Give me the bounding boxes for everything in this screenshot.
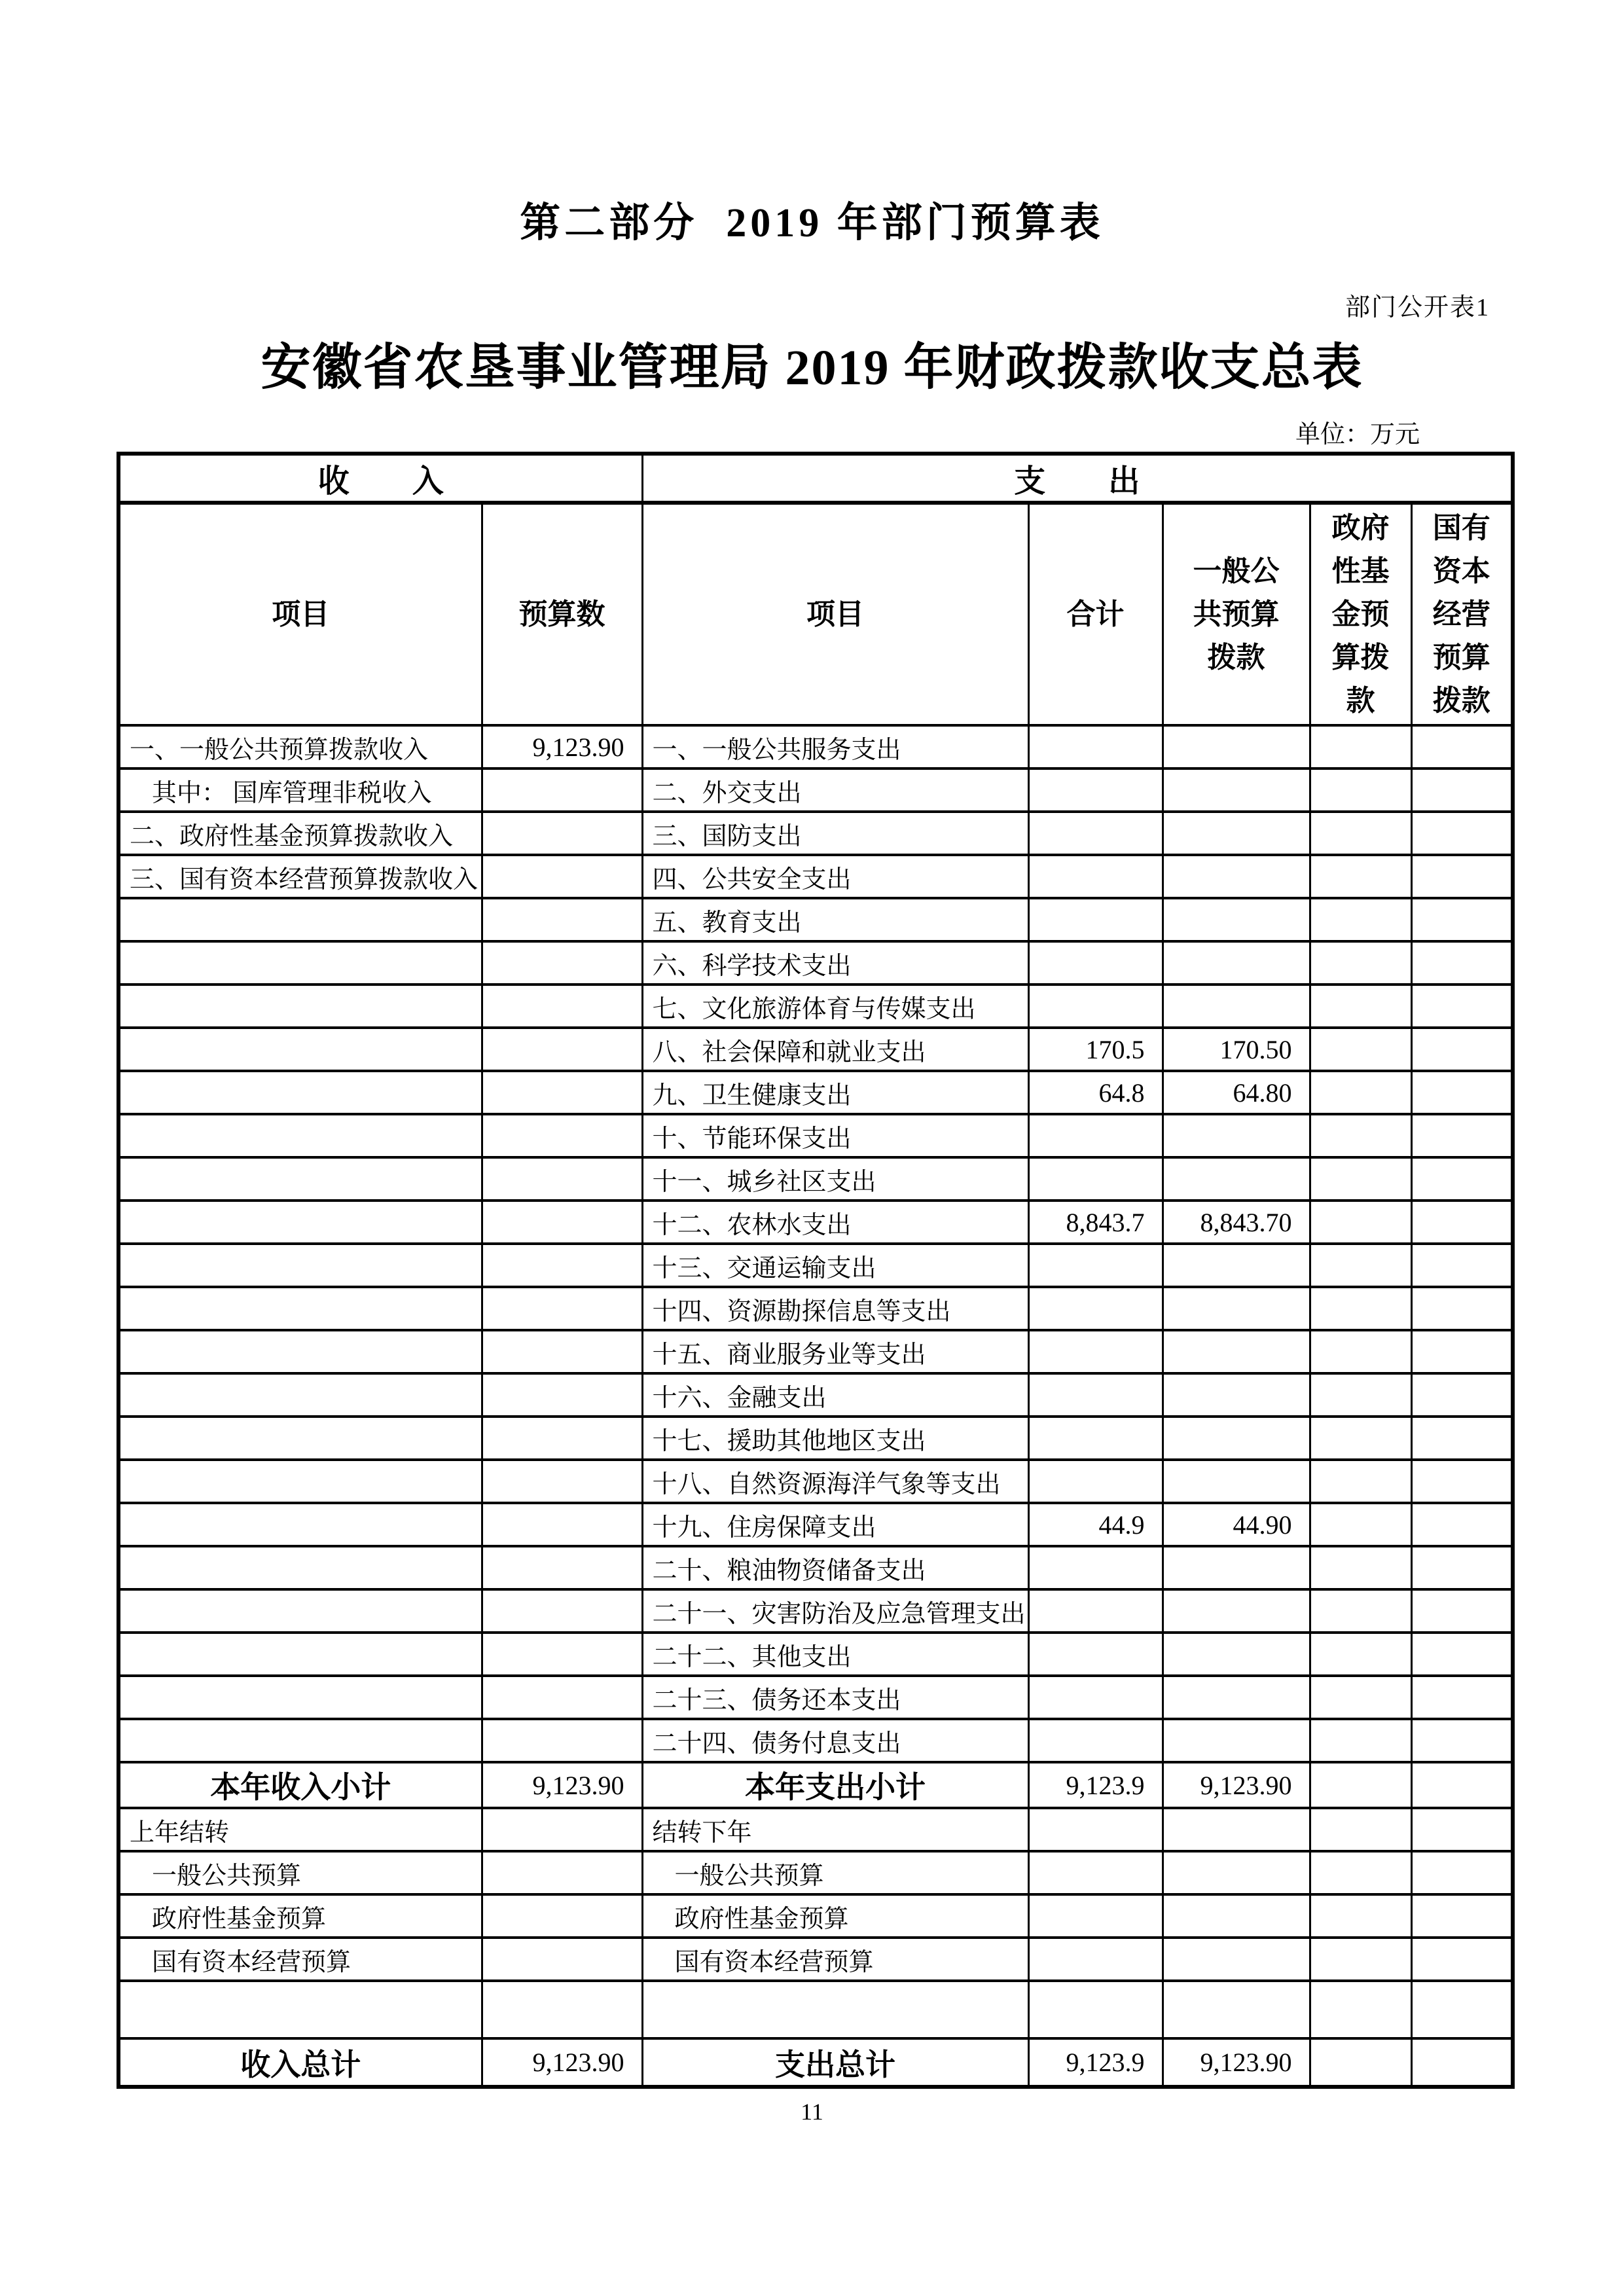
income-item-cell [118, 1503, 482, 1546]
income-item-cell [118, 1157, 482, 1201]
expense-general-cell [1163, 1938, 1310, 1981]
expense-general-cell [1163, 1287, 1310, 1330]
expense-govfund-cell [1310, 1287, 1411, 1330]
expense-statecapital-cell [1411, 1028, 1513, 1071]
expense-item-cell: 八、社会保障和就业支出 [642, 1028, 1028, 1071]
income-item-cell: 其中： 国库管理非税收入 [118, 768, 482, 812]
income-budget-cell [482, 1546, 642, 1589]
expense-govfund-cell [1310, 768, 1411, 812]
expense-statecapital-cell [1411, 2038, 1513, 2087]
expense-general-cell [1163, 1546, 1310, 1589]
expense-statecapital-cell [1411, 1460, 1513, 1503]
income-budget-cell [482, 941, 642, 985]
income-item-cell: 本年收入小计 [118, 1762, 482, 1808]
expense-total-cell [1028, 1373, 1163, 1417]
expense-total-cell: 64.8 [1028, 1071, 1163, 1114]
expense-statecapital-cell [1411, 812, 1513, 855]
income-budget-cell [482, 768, 642, 812]
expense-item-cell: 国有资本经营预算 [642, 1938, 1028, 1981]
expense-item-cell: 一、一般公共服务支出 [642, 725, 1028, 768]
expense-govfund-cell [1310, 2038, 1411, 2087]
table-row [118, 855, 1513, 898]
table-row [118, 725, 1513, 768]
income-item-cell: 一、一般公共预算拨款收入 [118, 725, 482, 768]
expense-general-cell [1163, 1808, 1310, 1851]
expense-total-cell [1028, 725, 1163, 768]
income-item-cell: 二、政府性基金预算拨款收入 [118, 812, 482, 855]
expense-total-cell: 8,843.7 [1028, 1201, 1163, 1244]
income-budget-cell [482, 812, 642, 855]
income-item-cell: 一般公共预算 [118, 1851, 482, 1894]
table-row [118, 1546, 1513, 1589]
expense-total-cell [1028, 812, 1163, 855]
expense-govfund-cell [1310, 1894, 1411, 1938]
table-row [118, 1503, 1513, 1546]
income-budget-cell [482, 1938, 642, 1981]
income-item-cell [118, 898, 482, 941]
expense-statecapital-cell [1411, 1851, 1513, 1894]
income-budget-cell [482, 1287, 642, 1330]
income-budget-cell [482, 1114, 642, 1157]
expense-total-cell [1028, 1114, 1163, 1157]
expense-statecapital-cell [1411, 725, 1513, 768]
income-item-cell: 国有资本经营预算 [118, 1938, 482, 1981]
expense-item-cell: 结转下年 [642, 1808, 1028, 1851]
expense-total-cell [1028, 1287, 1163, 1330]
expense-govfund-cell [1310, 1503, 1411, 1546]
expense-general-cell [1163, 1851, 1310, 1894]
expense-govfund-cell [1310, 985, 1411, 1028]
col-header-expense-item: 项目 [642, 503, 1028, 725]
table-row [118, 1894, 1513, 1938]
income-budget-cell [482, 1028, 642, 1071]
expense-item-cell [642, 1981, 1028, 2038]
income-budget-cell [482, 1071, 642, 1114]
expense-general-cell [1163, 1114, 1310, 1157]
expense-item-cell: 三、国防支出 [642, 812, 1028, 855]
expense-total-cell [1028, 941, 1163, 985]
table-row [118, 1373, 1513, 1417]
expense-statecapital-cell [1411, 1417, 1513, 1460]
table-label: 部门公开表1 [1344, 294, 1490, 321]
expense-total-cell [1028, 1938, 1163, 1981]
expense-general-cell [1163, 1981, 1310, 2038]
income-item-cell [118, 1201, 482, 1244]
expense-total-cell [1028, 1244, 1163, 1287]
table-row [118, 1808, 1513, 1851]
expense-general-cell [1163, 898, 1310, 941]
expense-statecapital-cell [1411, 1373, 1513, 1417]
income-item-cell [118, 1071, 482, 1114]
expense-govfund-cell [1310, 1808, 1411, 1851]
table-row [118, 1589, 1513, 1633]
col-header-expense-state-capital: 国有资本经营预算拨款 [1411, 503, 1513, 725]
table-row [118, 1851, 1513, 1894]
expense-statecapital-cell [1411, 1676, 1513, 1719]
expense-item-cell: 支出总计 [642, 2038, 1028, 2087]
table-row [118, 1938, 1513, 1981]
income-budget-cell [482, 1719, 642, 1762]
income-budget-cell [482, 1157, 642, 1201]
expense-govfund-cell [1310, 1851, 1411, 1894]
income-item-cell [118, 941, 482, 985]
expense-govfund-cell [1310, 812, 1411, 855]
income-item-cell [118, 1546, 482, 1589]
expense-govfund-cell [1310, 1460, 1411, 1503]
expense-item-cell: 九、卫生健康支出 [642, 1071, 1028, 1114]
expense-govfund-cell [1310, 1589, 1411, 1633]
expense-item-cell: 一般公共预算 [642, 1851, 1028, 1894]
expense-item-cell: 十二、农林水支出 [642, 1201, 1028, 1244]
expense-item-cell: 七、文化旅游体育与传媒支出 [642, 985, 1028, 1028]
expense-statecapital-cell [1411, 1157, 1513, 1201]
expense-item-cell: 十四、资源勘探信息等支出 [642, 1287, 1028, 1330]
table-row [118, 898, 1513, 941]
expense-general-cell [1163, 1330, 1310, 1373]
table-row [118, 1330, 1513, 1373]
expense-total-cell [1028, 1417, 1163, 1460]
expense-statecapital-cell [1411, 898, 1513, 941]
expense-statecapital-cell [1411, 1894, 1513, 1938]
income-item-cell [118, 1460, 482, 1503]
income-item-cell [118, 1330, 482, 1373]
table-row [118, 768, 1513, 812]
expense-govfund-cell [1310, 941, 1411, 985]
table-group-header-row [118, 454, 1513, 503]
expense-total-cell: 9,123.9 [1028, 2038, 1163, 2087]
income-budget-cell [482, 1676, 642, 1719]
expense-general-cell: 170.50 [1163, 1028, 1310, 1071]
income-budget-cell [482, 1244, 642, 1287]
expense-govfund-cell [1310, 1762, 1411, 1808]
income-budget-cell: 9,123.90 [482, 1762, 642, 1808]
expense-total-cell [1028, 898, 1163, 941]
table-row [118, 941, 1513, 985]
expense-statecapital-cell [1411, 985, 1513, 1028]
income-item-cell [118, 1719, 482, 1762]
expense-govfund-cell [1310, 1244, 1411, 1287]
expense-total-cell [1028, 1981, 1163, 2038]
expense-total-cell [1028, 768, 1163, 812]
expense-section-header: 支 出 [642, 454, 1513, 503]
income-budget-cell [482, 898, 642, 941]
expense-general-cell [1163, 1460, 1310, 1503]
expense-govfund-cell [1310, 1981, 1411, 2038]
expense-item-cell: 十七、援助其他地区支出 [642, 1417, 1028, 1460]
income-item-cell: 收入总计 [118, 2038, 482, 2087]
expense-item-cell: 十三、交通运输支出 [642, 1244, 1028, 1287]
expense-statecapital-cell [1411, 1287, 1513, 1330]
expense-item-cell: 政府性基金预算 [642, 1894, 1028, 1938]
income-budget-cell [482, 1808, 642, 1851]
expense-item-cell: 六、科学技术支出 [642, 941, 1028, 985]
expense-statecapital-cell [1411, 1071, 1513, 1114]
income-budget-cell [482, 1633, 642, 1676]
expense-govfund-cell [1310, 1071, 1411, 1114]
income-item-cell [118, 1676, 482, 1719]
expense-total-cell [1028, 1633, 1163, 1676]
expense-general-cell [1163, 1894, 1310, 1938]
income-item-cell [118, 1287, 482, 1330]
expense-item-cell: 十六、金融支出 [642, 1373, 1028, 1417]
expense-general-cell: 9,123.90 [1163, 2038, 1310, 2087]
expense-general-cell [1163, 941, 1310, 985]
income-budget-cell: 9,123.90 [482, 725, 642, 768]
expense-item-cell: 十一、城乡社区支出 [642, 1157, 1028, 1201]
expense-statecapital-cell [1411, 1546, 1513, 1589]
income-item-cell [118, 1028, 482, 1071]
expense-statecapital-cell [1411, 1244, 1513, 1287]
income-item-cell [118, 1417, 482, 1460]
income-item-cell: 三、国有资本经营预算拨款收入 [118, 855, 482, 898]
col-header-expense-gov-fund: 政府性基金预算拨款 [1310, 503, 1411, 725]
expense-govfund-cell [1310, 1417, 1411, 1460]
income-budget-cell [482, 1330, 642, 1373]
income-item-cell [118, 1373, 482, 1417]
income-budget-cell [482, 1201, 642, 1244]
income-budget-cell [482, 1894, 642, 1938]
income-item-cell [118, 1114, 482, 1157]
expense-general-cell: 64.80 [1163, 1071, 1310, 1114]
expense-statecapital-cell [1411, 1719, 1513, 1762]
expense-statecapital-cell [1411, 1114, 1513, 1157]
expense-general-cell [1163, 725, 1310, 768]
expense-statecapital-cell [1411, 1201, 1513, 1244]
expense-statecapital-cell [1411, 1330, 1513, 1373]
expense-item-cell: 五、教育支出 [642, 898, 1028, 941]
expense-statecapital-cell [1411, 1503, 1513, 1546]
budget-table [117, 452, 1515, 2089]
income-budget-cell [482, 1460, 642, 1503]
expense-total-cell [1028, 1460, 1163, 1503]
section-title: 第二部分 2019 年部门预算表 [520, 201, 1104, 245]
expense-item-cell: 二十四、债务付息支出 [642, 1719, 1028, 1762]
table-row [118, 1417, 1513, 1460]
table-row [118, 985, 1513, 1028]
expense-general-cell [1163, 855, 1310, 898]
expense-govfund-cell [1310, 1028, 1411, 1071]
expense-total-cell: 170.5 [1028, 1028, 1163, 1071]
expense-govfund-cell [1310, 1114, 1411, 1157]
expense-item-cell: 十八、自然资源海洋气象等支出 [642, 1460, 1028, 1503]
expense-item-cell: 二十、粮油物资储备支出 [642, 1546, 1028, 1589]
expense-total-cell [1028, 1589, 1163, 1633]
expense-total-cell [1028, 1808, 1163, 1851]
expense-general-cell [1163, 1589, 1310, 1633]
table-row [118, 1157, 1513, 1201]
expense-govfund-cell [1310, 855, 1411, 898]
income-item-cell [118, 1633, 482, 1676]
expense-item-cell: 二十三、债务还本支出 [642, 1676, 1028, 1719]
expense-item-cell: 十、节能环保支出 [642, 1114, 1028, 1157]
unit-note: 单位：万元 [1295, 421, 1420, 448]
income-budget-cell [482, 1589, 642, 1633]
col-header-income-item: 项目 [118, 503, 482, 725]
page-number: 11 [801, 2099, 823, 2125]
expense-item-cell: 二十二、其他支出 [642, 1633, 1028, 1676]
table-row [118, 812, 1513, 855]
expense-statecapital-cell [1411, 1981, 1513, 2038]
expense-general-cell [1163, 1633, 1310, 1676]
expense-general-cell [1163, 1157, 1310, 1201]
col-header-income-budget: 预算数 [482, 503, 642, 725]
expense-total-cell [1028, 1851, 1163, 1894]
expense-govfund-cell [1310, 1201, 1411, 1244]
expense-statecapital-cell [1411, 1589, 1513, 1633]
income-budget-cell [482, 855, 642, 898]
expense-general-cell [1163, 1244, 1310, 1287]
table-row [118, 1028, 1513, 1071]
table-row [118, 1244, 1513, 1287]
col-header-expense-general: 一般公共预算拨款 [1163, 503, 1310, 725]
expense-item-cell: 十五、商业服务业等支出 [642, 1330, 1028, 1373]
expense-statecapital-cell [1411, 855, 1513, 898]
expense-statecapital-cell [1411, 1938, 1513, 1981]
income-item-cell: 政府性基金预算 [118, 1894, 482, 1938]
table-row [118, 1719, 1513, 1762]
expense-item-cell: 本年支出小计 [642, 1762, 1028, 1808]
expense-statecapital-cell [1411, 1633, 1513, 1676]
expense-general-cell [1163, 1373, 1310, 1417]
expense-item-cell: 十九、住房保障支出 [642, 1503, 1028, 1546]
expense-total-cell [1028, 1330, 1163, 1373]
expense-general-cell [1163, 1676, 1310, 1719]
expense-govfund-cell [1310, 1373, 1411, 1417]
table-column-header-row [118, 503, 1513, 725]
expense-statecapital-cell [1411, 768, 1513, 812]
table-row [118, 1114, 1513, 1157]
table-row [118, 1762, 1513, 1808]
table-row [118, 1633, 1513, 1676]
expense-general-cell [1163, 1719, 1310, 1762]
expense-statecapital-cell [1411, 1808, 1513, 1851]
table-row [118, 1201, 1513, 1244]
table-row [118, 1460, 1513, 1503]
income-budget-cell [482, 1373, 642, 1417]
expense-total-cell [1028, 1676, 1163, 1719]
table-row [118, 1071, 1513, 1114]
expense-total-cell: 9,123.9 [1028, 1762, 1163, 1808]
expense-govfund-cell [1310, 1938, 1411, 1981]
expense-general-cell [1163, 985, 1310, 1028]
expense-item-cell: 二、外交支出 [642, 768, 1028, 812]
income-item-cell [118, 1981, 482, 2038]
expense-general-cell: 8,843.70 [1163, 1201, 1310, 1244]
expense-govfund-cell [1310, 1157, 1411, 1201]
table-row [118, 1981, 1513, 2038]
expense-total-cell [1028, 1894, 1163, 1938]
expense-total-cell [1028, 855, 1163, 898]
income-section-header: 收 入 [118, 454, 642, 503]
expense-general-cell [1163, 812, 1310, 855]
income-budget-cell [482, 1503, 642, 1546]
income-item-cell [118, 985, 482, 1028]
table-title: 安徽省农垦事业管理局 2019 年财政拨款收支总表 [261, 340, 1363, 395]
expense-govfund-cell [1310, 725, 1411, 768]
expense-general-cell [1163, 1417, 1310, 1460]
income-item-cell: 上年结转 [118, 1808, 482, 1851]
expense-govfund-cell [1310, 1633, 1411, 1676]
table-row [118, 1287, 1513, 1330]
expense-total-cell [1028, 1157, 1163, 1201]
expense-govfund-cell [1310, 898, 1411, 941]
income-budget-cell [482, 985, 642, 1028]
expense-govfund-cell [1310, 1546, 1411, 1589]
income-budget-cell [482, 1851, 642, 1894]
income-budget-cell [482, 1417, 642, 1460]
expense-general-cell: 9,123.90 [1163, 1762, 1310, 1808]
table-header [118, 454, 1513, 725]
table-row [118, 1676, 1513, 1719]
expense-item-cell: 二十一、灾害防治及应急管理支出 [642, 1589, 1028, 1633]
expense-general-cell [1163, 768, 1310, 812]
expense-total-cell [1028, 1546, 1163, 1589]
table-row [118, 2038, 1513, 2087]
expense-govfund-cell [1310, 1676, 1411, 1719]
income-budget-cell: 9,123.90 [482, 2038, 642, 2087]
expense-govfund-cell [1310, 1330, 1411, 1373]
expense-total-cell [1028, 1719, 1163, 1762]
income-item-cell [118, 1244, 482, 1287]
income-budget-cell [482, 1981, 642, 2038]
expense-general-cell: 44.90 [1163, 1503, 1310, 1546]
expense-item-cell: 四、公共安全支出 [642, 855, 1028, 898]
expense-statecapital-cell [1411, 941, 1513, 985]
col-header-expense-total: 合计 [1028, 503, 1163, 725]
expense-total-cell: 44.9 [1028, 1503, 1163, 1546]
expense-total-cell [1028, 985, 1163, 1028]
table-body [118, 725, 1513, 2087]
expense-govfund-cell [1310, 1719, 1411, 1762]
expense-statecapital-cell [1411, 1762, 1513, 1808]
income-item-cell [118, 1589, 482, 1633]
